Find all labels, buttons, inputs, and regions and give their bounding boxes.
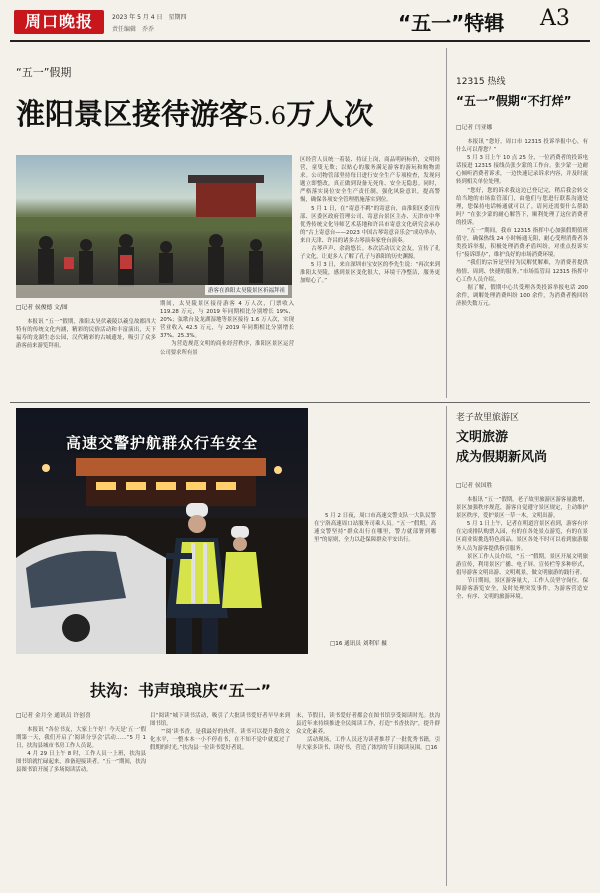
section-title: “五一”特辑 — [398, 11, 505, 35]
article-col2: 期间，太昊陵景区接待游客 4 万人次，门票收入 119.28 万元，与 2019 年同期相比分别增长 19%、20%；弦歌台及龙湖湿地等景区接待 1.6 万人次，实现营业收入 42.5 万元，与 2019 年同期相比分别增长 37%、25.3%。 为营造规范文明的商业经营秩序，淮阳区景区运营公司要求所有景 — [160, 301, 294, 356]
traffic-byline: □16 通讯员 刘利军 摄 — [330, 641, 387, 647]
tourism-headline-1: 文明旅游 — [456, 430, 509, 445]
tourism-headline-2: 成为假期新风尚 — [456, 450, 548, 465]
fugou-col1: 本报讯 “各位书友，大家上午好！今天是‘五一’假期第一天，我们开启了‘阅读分享会’活动……”5 月 1 日，扶沟县城市书房工作人员说。 4 月 29 日上午 8 时，工作人员一上班，扶沟县图书馆就忙碌起来，准备迎接读者。“五一”期间，扶沟县图书馆开展了多场阅读活动。 — [16, 727, 146, 774]
article-kicker: “五一”假期 — [16, 66, 72, 79]
tourism-byline: □记者 侯国胜 — [456, 483, 493, 489]
tourism-kicker: 老子故里旅游区 — [456, 413, 520, 423]
editor-credit: 责任编辑 乔乔 — [112, 26, 155, 33]
logo: 周口晚报 — [14, 10, 104, 34]
tourism-body: 本报讯 “五一”假期，老子故里旅游区游客量激增，景区加强秩序规范，游客自觉遵守景区规定，主动维护景区秩序，爱护景区一草一木，文明出游。 5 月 1 日上午，记者在明道宫景区看到，游客有序在完成排队购票入园，有的在各处景点游览，有的在景区商业街挑选特色商品。景区各处不时可以看到旅游服务人员为游客提供指引服务。 景区工作人员介绍，“五一”假期，景区开展文明旅游宣传，利用景区广播、电子屏、宣传栏等多种形式，倡导游客文明出游、文明观景，做文明旅游的践行者。 节日期间，景区游客量大，工作人员坚守岗位，保障游客游览安全，及时处理突发事件，为游客营造安全、有序、文明的旅游环境。 — [456, 497, 588, 601]
hotline-kicker: 12315 热线 — [456, 77, 506, 87]
temple-photo — [16, 155, 292, 298]
fugou-col2: 目“阅读”城下读书活动，吸引了大批读书爱好者早早来到图书馆。 “‘阅’读书香，是我最好的伙伴。读书可以提升我的文化水平，一整本本一小不停看书，在不知不觉中就度过了假期的时光。”扶沟县一位读书爱好者说。 — [150, 713, 290, 752]
page-number: A3 — [540, 6, 570, 31]
traffic-police-photo — [16, 408, 308, 654]
photo-caption: 游客在淮阳太昊陵景区祈福拜祖 — [205, 285, 288, 295]
article-col1: 本报讯 “五一”假期，淮阳太昊伏羲陵以羲皇故都四大特有的传统文化内涵，精彩的民俗活动和丰富演出，天下福寿的龙湖生态公园，汉代精彩的古城遗址，吸引了众多游客前来游览拜祖。 — [16, 319, 156, 350]
fugou-headline: 扶沟：书声琅琅庆“五一” — [90, 681, 272, 700]
article-byline: □记者 侯俊德 文/图 — [16, 305, 68, 311]
hotline-byline: □记者 闫亚娜 — [456, 125, 493, 131]
traffic-banner: 高速交警护航群众行车安全 — [65, 434, 258, 452]
article-col3: 区经营人员统一着装、持证上岗，商品明码标价，文明经营，童叟无欺；以贴心的服务满足游客的游玩和购物需求。公司物管部坚持每日进行安全生产专项检查，发现问题立即整改，真正做到设备无死角、安全无隐患。同时，严格落实岗位安全生产责任制，强化风险意识，提高警惕，确保各项安全管理措施落实到位。 5 月 1 日，在“寄意不羁”的寄意台，由淮阳区委宣传部、区委区政府管理公司、寄意台景区主办、天津市中华优秀传统文化导师艺术基地和许昌市寄意文化研究会承办的“古上寄意台——2023 中国古琴寄意音乐会”成功举办，来自天津、许昌的诸多古琴演奏家登台演奏。 古琴声声、余韵悠长。本次活动以文会友，宣传了孔子文化，让更多人了解了孔子与淮阳的历史渊源。 5 月 3 日，来自深圳市宝安区的李先生说：“再次来到淮阳太昊陵，感到景区变化很大，环境干净整洁，服务更加贴心了。” — [300, 157, 440, 285]
article-headline: 淮阳景区接待游客5.6万人次 — [16, 97, 374, 131]
issue-date: 2023 年 5 月 4 日 星期四 — [112, 14, 187, 21]
fugou-col3: 末，节假日，读书爱好者都会在图书馆享受阅读时光。扶沟县近年来持续推进全民阅读工作，打造“书香扶沟”，提升群众文化素养。 活动现场，工作人员还为读者推荐了一批优秀书籍，引导大家多读书、读好书，营造了浓厚的节日阅读氛围。□16 — [296, 713, 440, 752]
traffic-body: 5 月 2 日夜，周口市高速交警支队一大队民警在宁洛高速周口站服务司乘人员。“五一”假期，高速交警坚持“群众出行在哪里，警力就部署到哪里”的原则，全力以赴保障群众平安出行。 — [314, 513, 436, 544]
fugou-byline: □记者 金月全 通讯员 许创喜 — [16, 713, 91, 719]
hotline-body: 本报讯 “您好，周口市 12315 投诉举报中心，有什么可以帮您？” 5 月 3 日上午 10 点 25 分，一位消费者的投诉电话接进 12315 接线员张少蒙的工作台。张少蒙一边耐心倾听消费者诉求，一边快速记录诉求内容，并及时流转到相关单位处理。 “您好，您的诉求我这边已登记完，稍后我会转交给当地的市场监管部门，由他们与您进行联系沟通处理，您保持电话畅通就可以了。请问还需要什么帮助吗？”在张少蒙的耐心解答下，顺利处理了这位消费者的投诉。 “五一”期间，我市 12315 指挥中心加强假期值班值守，确保热线 24 小时畅通无阻，耐心受理消费者各类投诉举报，积极处理消费矛盾纠纷，对重点投诉实行“接诉即办”，维护良好的市场消费环境。 “我们的宗旨是坚持为民解忧解难，为消费者提供热情、周到、快捷的服务。”市场监管局 12315 指挥中心工作人员介绍。 据了解，假期中心共受理各类投诉举报电话 200 余件，调解处理消费纠纷 100 余件，为消费者挽回经济损失数万元。 — [456, 139, 588, 307]
hotline-headline: “五一”假期“不打烊” — [456, 94, 572, 108]
